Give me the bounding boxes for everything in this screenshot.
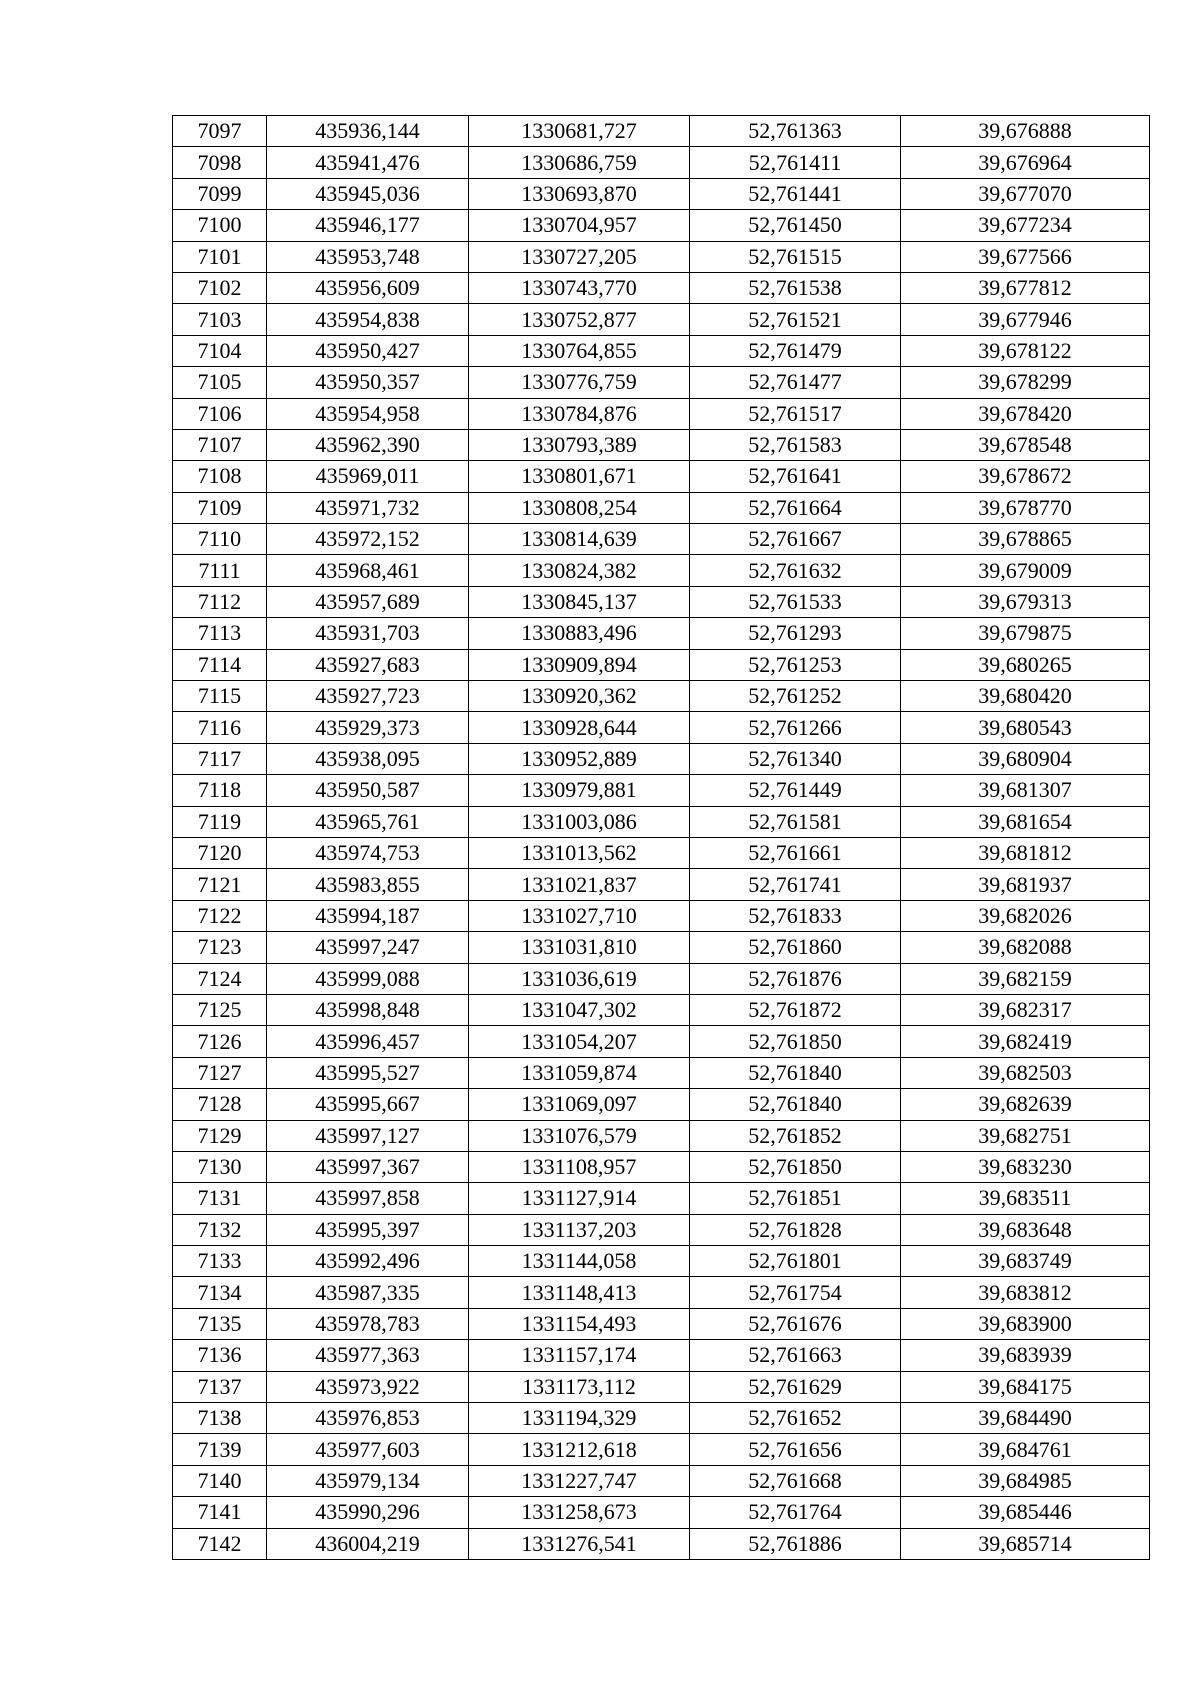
longitude-cell: 39,680265: [901, 649, 1150, 680]
longitude-cell: 39,676964: [901, 147, 1150, 178]
point-number-cell: 7121: [173, 869, 267, 900]
longitude-cell: 39,683511: [901, 1183, 1150, 1214]
table-row: [173, 1497, 1150, 1528]
latitude-cell: 52,761652: [690, 1403, 901, 1434]
latitude-cell: 52,761449: [690, 775, 901, 806]
point-number-cell: 7098: [173, 147, 267, 178]
y-coordinate-cell: 1330883,496: [469, 618, 690, 649]
y-coordinate-cell: 1330727,205: [469, 241, 690, 272]
point-number-cell: 7135: [173, 1308, 267, 1339]
latitude-cell: 52,761641: [690, 461, 901, 492]
y-coordinate-cell: 1330776,759: [469, 367, 690, 398]
table-row: [173, 1120, 1150, 1151]
y-coordinate-cell: 1331212,618: [469, 1434, 690, 1465]
y-coordinate-cell: 1330686,759: [469, 147, 690, 178]
latitude-cell: 52,761340: [690, 743, 901, 774]
longitude-cell: 39,677234: [901, 210, 1150, 241]
point-number-cell: 7113: [173, 618, 267, 649]
x-coordinate-cell: 435995,397: [267, 1214, 469, 1245]
y-coordinate-cell: 1330681,727: [469, 116, 690, 147]
x-coordinate-cell: 435974,753: [267, 837, 469, 868]
point-number-cell: 7108: [173, 461, 267, 492]
longitude-cell: 39,680420: [901, 681, 1150, 712]
table-row: [173, 492, 1150, 523]
y-coordinate-cell: 1331076,579: [469, 1120, 690, 1151]
x-coordinate-cell: 435956,609: [267, 272, 469, 303]
x-coordinate-cell: 435929,373: [267, 712, 469, 743]
point-number-cell: 7097: [173, 116, 267, 147]
table-row: [173, 429, 1150, 460]
x-coordinate-cell: 435950,427: [267, 335, 469, 366]
point-number-cell: 7138: [173, 1403, 267, 1434]
x-coordinate-cell: 435996,457: [267, 1026, 469, 1057]
table-row: [173, 775, 1150, 806]
table-row: [173, 1340, 1150, 1371]
table-row: [173, 649, 1150, 680]
latitude-cell: 52,761450: [690, 210, 901, 241]
latitude-cell: 52,761661: [690, 837, 901, 868]
longitude-cell: 39,678299: [901, 367, 1150, 398]
point-number-cell: 7122: [173, 900, 267, 931]
latitude-cell: 52,761801: [690, 1246, 901, 1277]
point-number-cell: 7127: [173, 1057, 267, 1088]
latitude-cell: 52,761632: [690, 555, 901, 586]
table-row: [173, 335, 1150, 366]
y-coordinate-cell: 1331173,112: [469, 1371, 690, 1402]
x-coordinate-cell: 435987,335: [267, 1277, 469, 1308]
table-row: [173, 147, 1150, 178]
x-coordinate-cell: 435979,134: [267, 1465, 469, 1496]
longitude-cell: 39,683230: [901, 1151, 1150, 1182]
table-row: [173, 461, 1150, 492]
y-coordinate-cell: 1331144,058: [469, 1246, 690, 1277]
y-coordinate-cell: 1331003,086: [469, 806, 690, 837]
longitude-cell: 39,677946: [901, 304, 1150, 335]
y-coordinate-cell: 1331013,562: [469, 837, 690, 868]
table-row: [173, 1277, 1150, 1308]
y-coordinate-cell: 1331059,874: [469, 1057, 690, 1088]
longitude-cell: 39,684985: [901, 1465, 1150, 1496]
x-coordinate-cell: 435927,683: [267, 649, 469, 680]
x-coordinate-cell: 435977,603: [267, 1434, 469, 1465]
latitude-cell: 52,761411: [690, 147, 901, 178]
latitude-cell: 52,761515: [690, 241, 901, 272]
longitude-cell: 39,678865: [901, 524, 1150, 555]
table-row: [173, 1434, 1150, 1465]
latitude-cell: 52,761840: [690, 1057, 901, 1088]
y-coordinate-cell: 1330952,889: [469, 743, 690, 774]
y-coordinate-cell: 1330845,137: [469, 586, 690, 617]
longitude-cell: 39,681937: [901, 869, 1150, 900]
latitude-cell: 52,761828: [690, 1214, 901, 1245]
y-coordinate-cell: 1330814,639: [469, 524, 690, 555]
x-coordinate-cell: 435998,848: [267, 994, 469, 1025]
point-number-cell: 7141: [173, 1497, 267, 1528]
table-row: [173, 1246, 1150, 1277]
longitude-cell: 39,682317: [901, 994, 1150, 1025]
longitude-cell: 39,683749: [901, 1246, 1150, 1277]
x-coordinate-cell: 435995,527: [267, 1057, 469, 1088]
longitude-cell: 39,682026: [901, 900, 1150, 931]
y-coordinate-cell: 1330743,770: [469, 272, 690, 303]
table-row: [173, 1403, 1150, 1434]
y-coordinate-cell: 1330928,644: [469, 712, 690, 743]
y-coordinate-cell: 1330824,382: [469, 555, 690, 586]
table-row: [173, 367, 1150, 398]
x-coordinate-cell: 435994,187: [267, 900, 469, 931]
latitude-cell: 52,761664: [690, 492, 901, 523]
table-row: [173, 1214, 1150, 1245]
point-number-cell: 7107: [173, 429, 267, 460]
latitude-cell: 52,761852: [690, 1120, 901, 1151]
point-number-cell: 7136: [173, 1340, 267, 1371]
table-row: [173, 1057, 1150, 1088]
latitude-cell: 52,761252: [690, 681, 901, 712]
latitude-cell: 52,761517: [690, 398, 901, 429]
longitude-cell: 39,678122: [901, 335, 1150, 366]
latitude-cell: 52,761833: [690, 900, 901, 931]
table-row: [173, 994, 1150, 1025]
longitude-cell: 39,680904: [901, 743, 1150, 774]
latitude-cell: 52,761663: [690, 1340, 901, 1371]
point-number-cell: 7111: [173, 555, 267, 586]
y-coordinate-cell: 1330784,876: [469, 398, 690, 429]
x-coordinate-cell: 435972,152: [267, 524, 469, 555]
longitude-cell: 39,679009: [901, 555, 1150, 586]
point-number-cell: 7106: [173, 398, 267, 429]
point-number-cell: 7115: [173, 681, 267, 712]
point-number-cell: 7129: [173, 1120, 267, 1151]
point-number-cell: 7114: [173, 649, 267, 680]
longitude-cell: 39,683812: [901, 1277, 1150, 1308]
longitude-cell: 39,685446: [901, 1497, 1150, 1528]
x-coordinate-cell: 435992,496: [267, 1246, 469, 1277]
table-row: [173, 524, 1150, 555]
y-coordinate-cell: 1331127,914: [469, 1183, 690, 1214]
x-coordinate-cell: 435990,296: [267, 1497, 469, 1528]
latitude-cell: 52,761479: [690, 335, 901, 366]
point-number-cell: 7134: [173, 1277, 267, 1308]
point-number-cell: 7124: [173, 963, 267, 994]
point-number-cell: 7119: [173, 806, 267, 837]
point-number-cell: 7116: [173, 712, 267, 743]
latitude-cell: 52,761441: [690, 178, 901, 209]
point-number-cell: 7101: [173, 241, 267, 272]
latitude-cell: 52,761363: [690, 116, 901, 147]
coordinates-table-body: [173, 116, 1150, 1560]
y-coordinate-cell: 1331157,174: [469, 1340, 690, 1371]
x-coordinate-cell: 435997,367: [267, 1151, 469, 1182]
x-coordinate-cell: 436004,219: [267, 1528, 469, 1559]
table-row: [173, 1528, 1150, 1559]
x-coordinate-cell: 435962,390: [267, 429, 469, 460]
y-coordinate-cell: 1331154,493: [469, 1308, 690, 1339]
x-coordinate-cell: 435927,723: [267, 681, 469, 712]
x-coordinate-cell: 435997,247: [267, 932, 469, 963]
x-coordinate-cell: 435950,587: [267, 775, 469, 806]
table-row: [173, 1089, 1150, 1120]
table-row: [173, 241, 1150, 272]
latitude-cell: 52,761676: [690, 1308, 901, 1339]
longitude-cell: 39,678548: [901, 429, 1150, 460]
y-coordinate-cell: 1331276,541: [469, 1528, 690, 1559]
table-row: [173, 304, 1150, 335]
y-coordinate-cell: 1331021,837: [469, 869, 690, 900]
y-coordinate-cell: 1330920,362: [469, 681, 690, 712]
longitude-cell: 39,684175: [901, 1371, 1150, 1402]
latitude-cell: 52,761851: [690, 1183, 901, 1214]
table-row: [173, 1465, 1150, 1496]
y-coordinate-cell: 1331227,747: [469, 1465, 690, 1496]
point-number-cell: 7109: [173, 492, 267, 523]
y-coordinate-cell: 1330979,881: [469, 775, 690, 806]
y-coordinate-cell: 1331069,097: [469, 1089, 690, 1120]
longitude-cell: 39,677070: [901, 178, 1150, 209]
table-row: [173, 869, 1150, 900]
x-coordinate-cell: 435983,855: [267, 869, 469, 900]
y-coordinate-cell: 1331258,673: [469, 1497, 690, 1528]
longitude-cell: 39,678770: [901, 492, 1150, 523]
longitude-cell: 39,683648: [901, 1214, 1150, 1245]
x-coordinate-cell: 435997,858: [267, 1183, 469, 1214]
table-row: [173, 210, 1150, 241]
point-number-cell: 7139: [173, 1434, 267, 1465]
y-coordinate-cell: 1330909,894: [469, 649, 690, 680]
longitude-cell: 39,681307: [901, 775, 1150, 806]
latitude-cell: 52,761538: [690, 272, 901, 303]
y-coordinate-cell: 1330764,855: [469, 335, 690, 366]
coordinates-table: [172, 115, 1150, 1560]
latitude-cell: 52,761581: [690, 806, 901, 837]
x-coordinate-cell: 435950,357: [267, 367, 469, 398]
y-coordinate-cell: 1330793,389: [469, 429, 690, 460]
point-number-cell: 7137: [173, 1371, 267, 1402]
y-coordinate-cell: 1330801,671: [469, 461, 690, 492]
latitude-cell: 52,761583: [690, 429, 901, 460]
table-row: [173, 681, 1150, 712]
longitude-cell: 39,676888: [901, 116, 1150, 147]
longitude-cell: 39,681654: [901, 806, 1150, 837]
x-coordinate-cell: 435946,177: [267, 210, 469, 241]
table-row: [173, 806, 1150, 837]
point-number-cell: 7105: [173, 367, 267, 398]
latitude-cell: 52,761521: [690, 304, 901, 335]
x-coordinate-cell: 435977,363: [267, 1340, 469, 1371]
x-coordinate-cell: 435954,838: [267, 304, 469, 335]
point-number-cell: 7102: [173, 272, 267, 303]
x-coordinate-cell: 435968,461: [267, 555, 469, 586]
latitude-cell: 52,761629: [690, 1371, 901, 1402]
point-number-cell: 7112: [173, 586, 267, 617]
table-row: [173, 1026, 1150, 1057]
table-row: [173, 900, 1150, 931]
table-row: [173, 398, 1150, 429]
table-row: [173, 963, 1150, 994]
longitude-cell: 39,682751: [901, 1120, 1150, 1151]
y-coordinate-cell: 1331148,413: [469, 1277, 690, 1308]
longitude-cell: 39,685714: [901, 1528, 1150, 1559]
point-number-cell: 7125: [173, 994, 267, 1025]
table-row: [173, 272, 1150, 303]
latitude-cell: 52,761253: [690, 649, 901, 680]
point-number-cell: 7133: [173, 1246, 267, 1277]
y-coordinate-cell: 1330752,877: [469, 304, 690, 335]
point-number-cell: 7140: [173, 1465, 267, 1496]
x-coordinate-cell: 435995,667: [267, 1089, 469, 1120]
point-number-cell: 7123: [173, 932, 267, 963]
point-number-cell: 7132: [173, 1214, 267, 1245]
point-number-cell: 7110: [173, 524, 267, 555]
table-row: [173, 178, 1150, 209]
table-row: [173, 743, 1150, 774]
x-coordinate-cell: 435973,922: [267, 1371, 469, 1402]
point-number-cell: 7126: [173, 1026, 267, 1057]
latitude-cell: 52,761668: [690, 1465, 901, 1496]
point-number-cell: 7130: [173, 1151, 267, 1182]
point-number-cell: 7100: [173, 210, 267, 241]
x-coordinate-cell: 435971,732: [267, 492, 469, 523]
point-number-cell: 7118: [173, 775, 267, 806]
x-coordinate-cell: 435976,853: [267, 1403, 469, 1434]
x-coordinate-cell: 435953,748: [267, 241, 469, 272]
latitude-cell: 52,761656: [690, 1434, 901, 1465]
x-coordinate-cell: 435978,783: [267, 1308, 469, 1339]
x-coordinate-cell: 435969,011: [267, 461, 469, 492]
longitude-cell: 39,684761: [901, 1434, 1150, 1465]
table-row: [173, 1308, 1150, 1339]
point-number-cell: 7117: [173, 743, 267, 774]
longitude-cell: 39,682088: [901, 932, 1150, 963]
point-number-cell: 7104: [173, 335, 267, 366]
longitude-cell: 39,678420: [901, 398, 1150, 429]
x-coordinate-cell: 435997,127: [267, 1120, 469, 1151]
point-number-cell: 7128: [173, 1089, 267, 1120]
table-row: [173, 932, 1150, 963]
y-coordinate-cell: 1331108,957: [469, 1151, 690, 1182]
latitude-cell: 52,761533: [690, 586, 901, 617]
y-coordinate-cell: 1331194,329: [469, 1403, 690, 1434]
point-number-cell: 7142: [173, 1528, 267, 1559]
table-row: [173, 1371, 1150, 1402]
longitude-cell: 39,678672: [901, 461, 1150, 492]
latitude-cell: 52,761293: [690, 618, 901, 649]
x-coordinate-cell: 435965,761: [267, 806, 469, 837]
table-row: [173, 1151, 1150, 1182]
latitude-cell: 52,761860: [690, 932, 901, 963]
y-coordinate-cell: 1331137,203: [469, 1214, 690, 1245]
table-row: [173, 618, 1150, 649]
longitude-cell: 39,680543: [901, 712, 1150, 743]
longitude-cell: 39,677566: [901, 241, 1150, 272]
latitude-cell: 52,761667: [690, 524, 901, 555]
latitude-cell: 52,761754: [690, 1277, 901, 1308]
point-number-cell: 7103: [173, 304, 267, 335]
longitude-cell: 39,683939: [901, 1340, 1150, 1371]
latitude-cell: 52,761840: [690, 1089, 901, 1120]
longitude-cell: 39,682419: [901, 1026, 1150, 1057]
point-number-cell: 7131: [173, 1183, 267, 1214]
y-coordinate-cell: 1330704,957: [469, 210, 690, 241]
table-row: [173, 1183, 1150, 1214]
latitude-cell: 52,761477: [690, 367, 901, 398]
longitude-cell: 39,683900: [901, 1308, 1150, 1339]
table-row: [173, 586, 1150, 617]
latitude-cell: 52,761741: [690, 869, 901, 900]
x-coordinate-cell: 435954,958: [267, 398, 469, 429]
latitude-cell: 52,761872: [690, 994, 901, 1025]
point-number-cell: 7120: [173, 837, 267, 868]
y-coordinate-cell: 1330808,254: [469, 492, 690, 523]
latitude-cell: 52,761850: [690, 1026, 901, 1057]
latitude-cell: 52,761764: [690, 1497, 901, 1528]
x-coordinate-cell: 435931,703: [267, 618, 469, 649]
longitude-cell: 39,682503: [901, 1057, 1150, 1088]
latitude-cell: 52,761266: [690, 712, 901, 743]
y-coordinate-cell: 1331031,810: [469, 932, 690, 963]
point-number-cell: 7099: [173, 178, 267, 209]
table-row: [173, 837, 1150, 868]
x-coordinate-cell: 435945,036: [267, 178, 469, 209]
latitude-cell: 52,761876: [690, 963, 901, 994]
y-coordinate-cell: 1331027,710: [469, 900, 690, 931]
longitude-cell: 39,682639: [901, 1089, 1150, 1120]
longitude-cell: 39,682159: [901, 963, 1150, 994]
y-coordinate-cell: 1331047,302: [469, 994, 690, 1025]
y-coordinate-cell: 1331054,207: [469, 1026, 690, 1057]
latitude-cell: 52,761850: [690, 1151, 901, 1182]
longitude-cell: 39,679313: [901, 586, 1150, 617]
table-row: [173, 555, 1150, 586]
longitude-cell: 39,681812: [901, 837, 1150, 868]
x-coordinate-cell: 435938,095: [267, 743, 469, 774]
y-coordinate-cell: 1331036,619: [469, 963, 690, 994]
longitude-cell: 39,684490: [901, 1403, 1150, 1434]
x-coordinate-cell: 435936,144: [267, 116, 469, 147]
longitude-cell: 39,677812: [901, 272, 1150, 303]
table-row: [173, 712, 1150, 743]
x-coordinate-cell: 435941,476: [267, 147, 469, 178]
y-coordinate-cell: 1330693,870: [469, 178, 690, 209]
latitude-cell: 52,761886: [690, 1528, 901, 1559]
x-coordinate-cell: 435999,088: [267, 963, 469, 994]
longitude-cell: 39,679875: [901, 618, 1150, 649]
x-coordinate-cell: 435957,689: [267, 586, 469, 617]
table-row: [173, 116, 1150, 147]
